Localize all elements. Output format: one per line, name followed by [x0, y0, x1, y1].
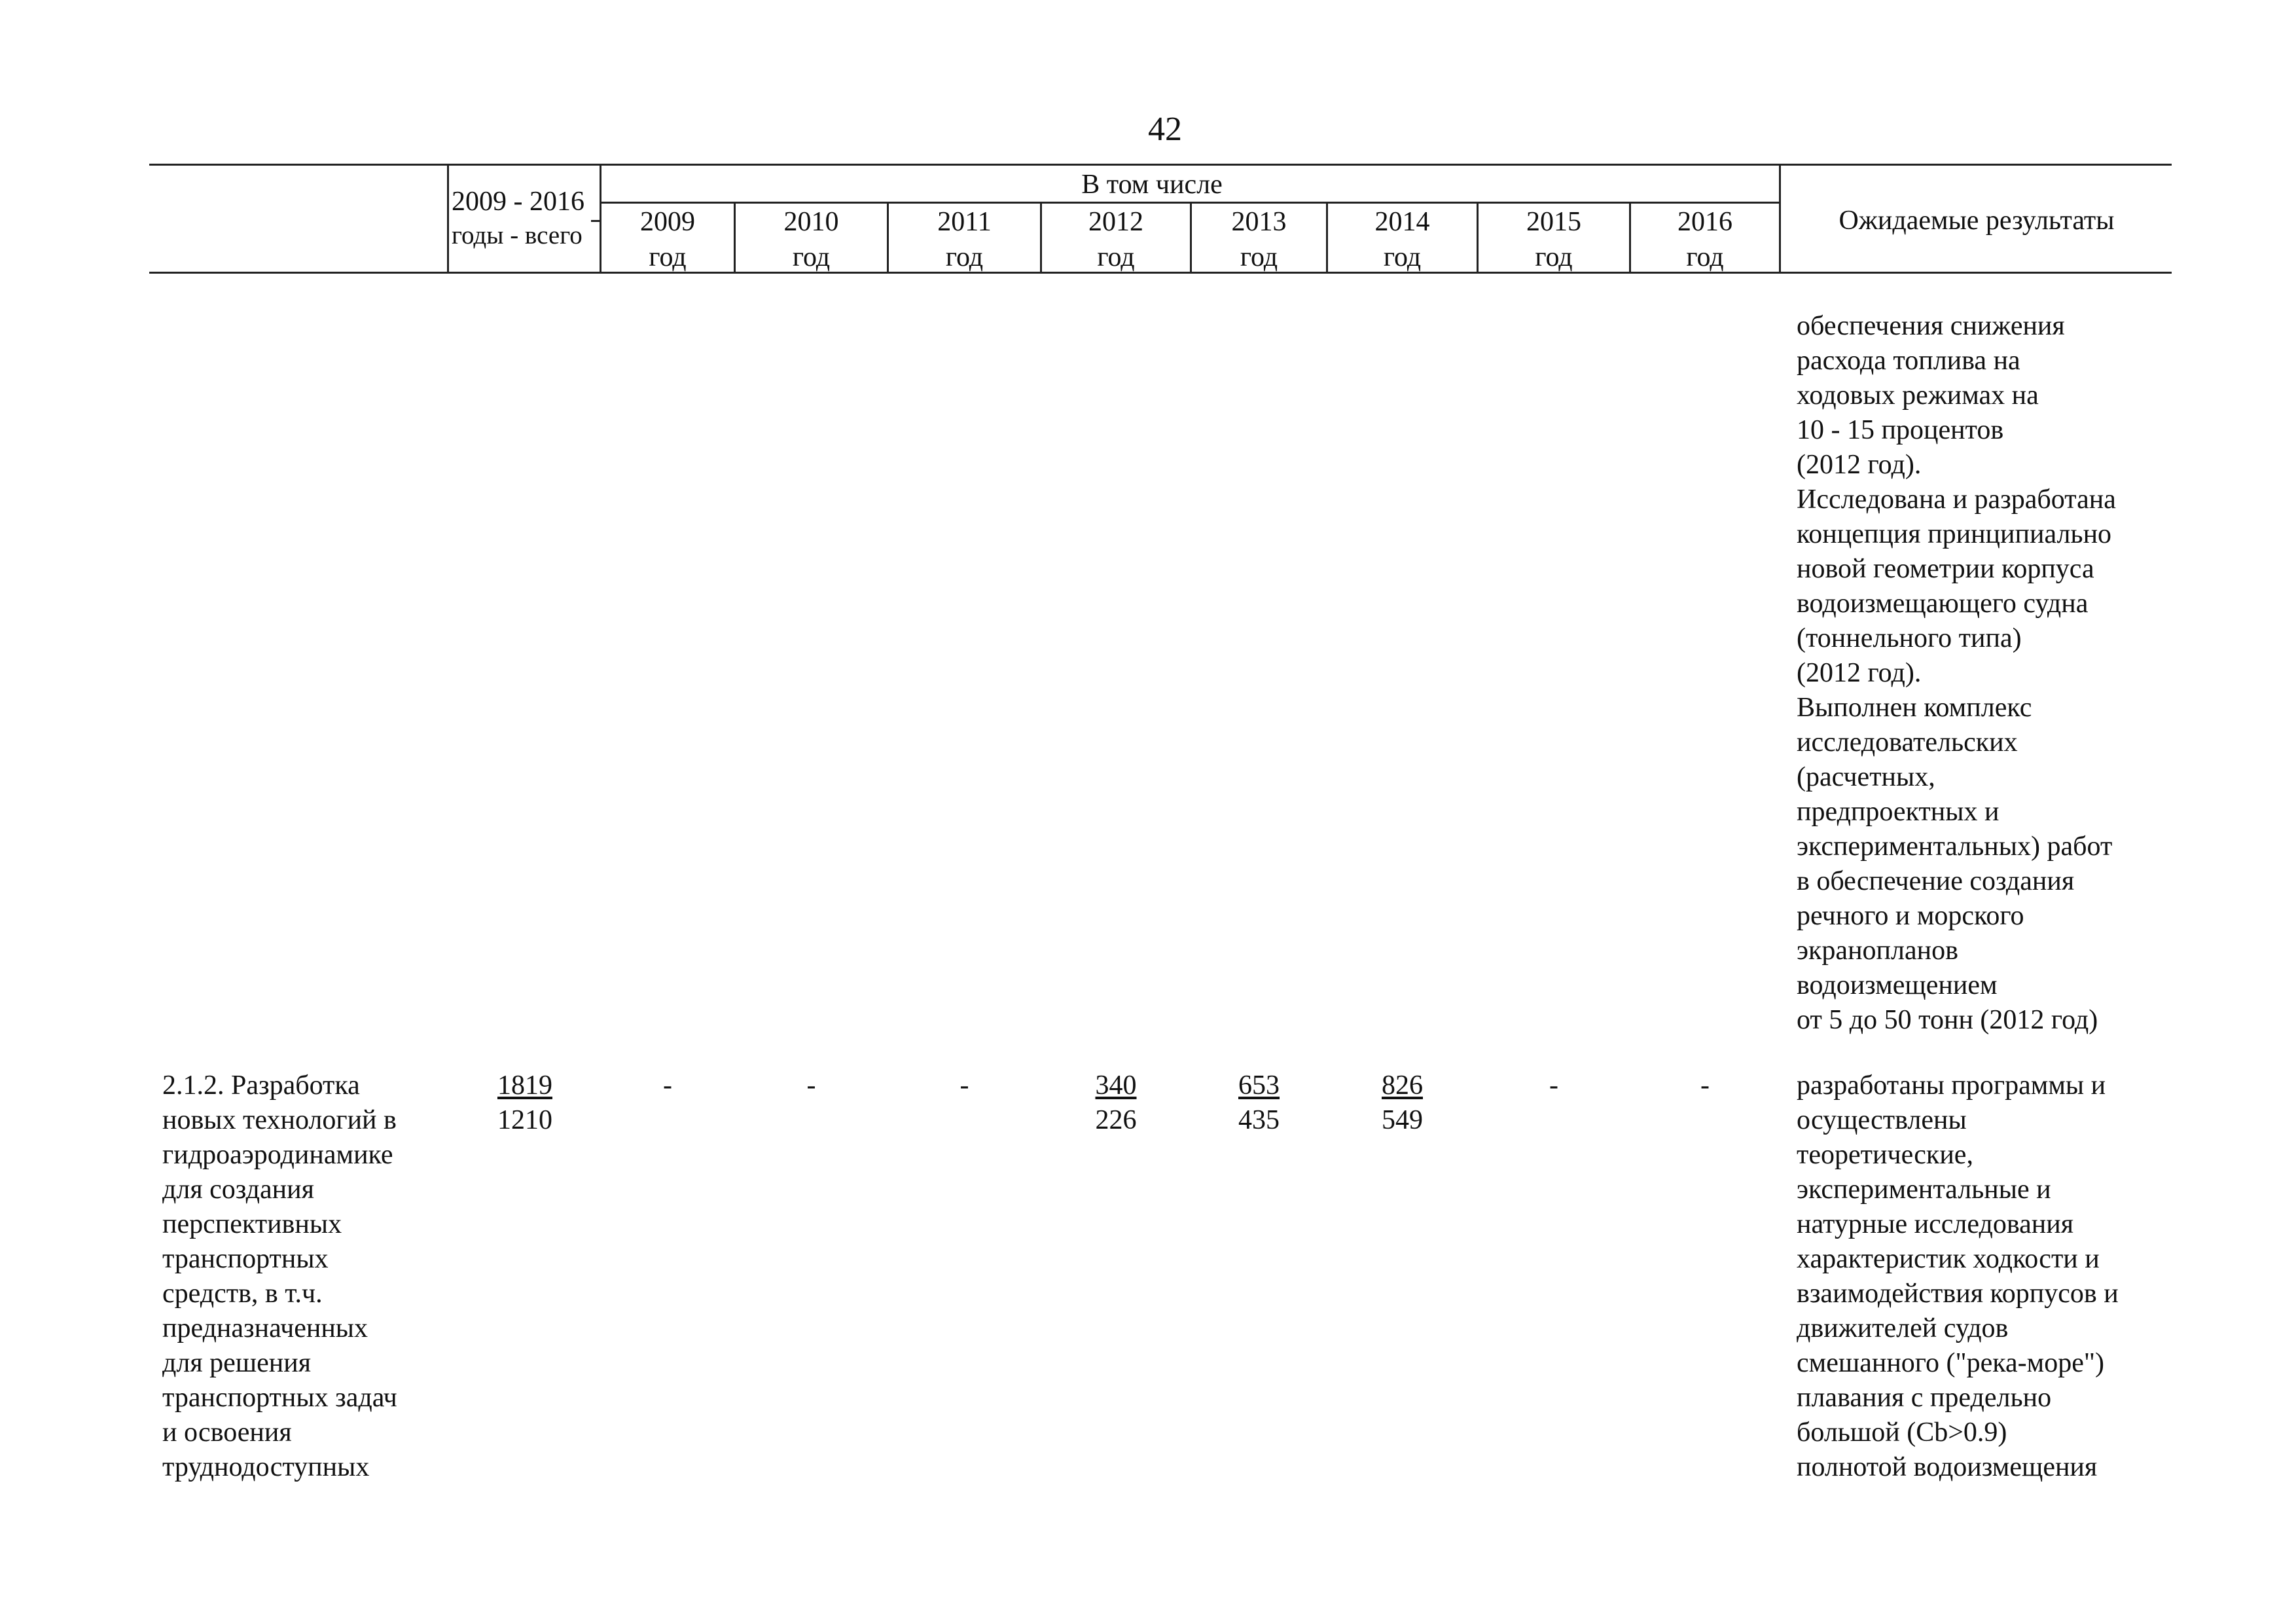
row-value-2009 [601, 1068, 734, 1103]
results-line: в обеспечение создания [1797, 866, 2075, 896]
header-year-value: 2015 [1526, 207, 1581, 237]
results-line: предпроектных и [1797, 797, 2000, 827]
results-line: Исследована и разработана [1797, 484, 2116, 515]
header-year-2012 [1042, 204, 1190, 275]
results-line: (тоннельного типа) [1797, 623, 2022, 653]
results-line: экранопланов [1797, 936, 1958, 966]
row-value-2013 [1192, 1068, 1326, 1138]
header-top-rule [149, 164, 2172, 166]
row-value-top: - [806, 1070, 816, 1101]
results-line: экспериментальные и [1797, 1175, 2051, 1205]
row-value-top: 826 [1382, 1070, 1423, 1101]
row-value-top: - [960, 1070, 969, 1101]
row-results [1797, 1068, 2119, 1485]
row-value-2012 [1042, 1068, 1190, 1138]
results-line: натурные исследования [1797, 1209, 2074, 1239]
row-value-2015 [1479, 1068, 1629, 1103]
row-value-top: - [1549, 1070, 1558, 1101]
results-line: Выполнен комплекс [1797, 693, 2032, 723]
header-year-2010 [736, 204, 887, 275]
row-name-line: перспективных [162, 1209, 342, 1239]
row-name-line: труднодоступных [162, 1452, 370, 1482]
header-year-unit: год [1240, 242, 1278, 272]
header-year-2016 [1631, 204, 1779, 275]
results-line: от 5 до 50 тонн (2012 год) [1797, 1005, 2098, 1035]
row-value-2011 [889, 1068, 1040, 1103]
header-total-label-line2: годы - всего [452, 221, 583, 249]
header-year-unit: год [792, 242, 831, 272]
header-year-unit: год [1383, 242, 1422, 272]
row-value-2014 [1328, 1068, 1477, 1138]
header-total-label [452, 185, 599, 253]
continued-results [1797, 309, 2116, 1038]
header-year-value: 2016 [1677, 207, 1732, 237]
results-line: полнотой водоизмещения [1797, 1452, 2098, 1482]
row-value-top: 340 [1095, 1070, 1137, 1101]
header-year-unit: год [1097, 242, 1135, 272]
row-name-line: и освоения [162, 1417, 292, 1448]
results-line: разработаны программы и [1797, 1070, 2106, 1101]
row-value-bottom: 549 [1382, 1105, 1423, 1135]
row-total-budget: 1210 [497, 1105, 552, 1135]
row-name-line: предназначенных [162, 1313, 368, 1343]
results-line: теоретические, [1797, 1140, 1973, 1170]
header-total-label-line1: 2009 - 2016 [452, 187, 584, 217]
row-name-line: 2.1.2. Разработка [162, 1070, 360, 1101]
header-group-label: В том числе [1081, 170, 1223, 200]
row-name-line: гидроаэродинамике [162, 1140, 393, 1170]
header-year-value: 2014 [1374, 207, 1430, 237]
header-results-label: Ожидаемые результаты [1839, 206, 2115, 236]
row-value-2010 [736, 1068, 887, 1103]
results-line: характеристик ходкости и [1797, 1244, 2100, 1274]
results-line: речного и морского [1797, 901, 2024, 931]
results-line: расхода топлива на [1797, 346, 2020, 376]
col-divider-total-left [447, 165, 449, 273]
header-year-value: 2010 [783, 207, 839, 237]
header-year-2015 [1479, 204, 1629, 275]
row-value-2016 [1631, 1068, 1779, 1103]
col-divider-results [1779, 165, 1781, 273]
header-year-unit: год [649, 242, 687, 272]
results-line: (2012 год). [1797, 658, 1922, 688]
header-year-value: 2012 [1088, 207, 1143, 237]
row-value-bottom: 226 [1095, 1105, 1137, 1135]
header-year-unit: год [1686, 242, 1724, 272]
results-line: плавания с предельно [1797, 1383, 2052, 1413]
results-line: исследовательских [1797, 727, 2018, 757]
row-name-line: для создания [162, 1175, 314, 1205]
results-line: водоизмещением [1797, 970, 1998, 1000]
results-line: движителей судов [1797, 1313, 2009, 1343]
results-line: осуществлены [1797, 1105, 1967, 1135]
results-line: водоизмещающего судна [1797, 589, 2089, 619]
results-line: (расчетных, [1797, 762, 1935, 792]
results-line: экспериментальных) работ [1797, 831, 2113, 862]
row-total-planned: 1819 [497, 1070, 552, 1101]
row-value-top: 653 [1238, 1070, 1280, 1101]
results-line: (2012 год). [1797, 450, 1922, 480]
header-year-2011 [889, 204, 1040, 275]
row-name-line: транспортных [162, 1244, 329, 1274]
results-line: смешанного ("река-море") [1797, 1348, 2104, 1378]
page-number: 42 [1148, 111, 1182, 148]
results-line: большой (Cb>0.9) [1797, 1417, 2007, 1448]
results-line: новой геометрии корпуса [1797, 554, 2094, 584]
row-name-line: средств, в т.ч. [162, 1279, 323, 1309]
results-line: взаимодействия корпусов и [1797, 1279, 2119, 1309]
header-year-value: 2013 [1231, 207, 1287, 237]
row-name-line: транспортных задач [162, 1383, 397, 1413]
results-line: 10 - 15 процентов [1797, 415, 2004, 445]
row-name [162, 1068, 397, 1485]
results-line: концепция принципиально [1797, 519, 2112, 549]
row-total [497, 1068, 552, 1138]
header-year-value: 2009 [640, 207, 695, 237]
header-year-value: 2011 [937, 207, 992, 237]
header-year-unit: год [945, 242, 984, 272]
results-line: обеспечения снижения [1797, 311, 2065, 341]
header-year-2009 [601, 204, 734, 275]
row-name-line: для решения [162, 1348, 312, 1378]
header-year-unit: год [1535, 242, 1573, 272]
row-name-line: новых технологий в [162, 1105, 397, 1135]
row-value-bottom: 435 [1238, 1105, 1280, 1135]
header-year-2014 [1328, 204, 1477, 275]
results-line: ходовых режимах на [1797, 380, 2039, 410]
header-year-2013 [1192, 204, 1326, 275]
row-value-top: - [663, 1070, 672, 1101]
row-value-top: - [1700, 1070, 1710, 1101]
